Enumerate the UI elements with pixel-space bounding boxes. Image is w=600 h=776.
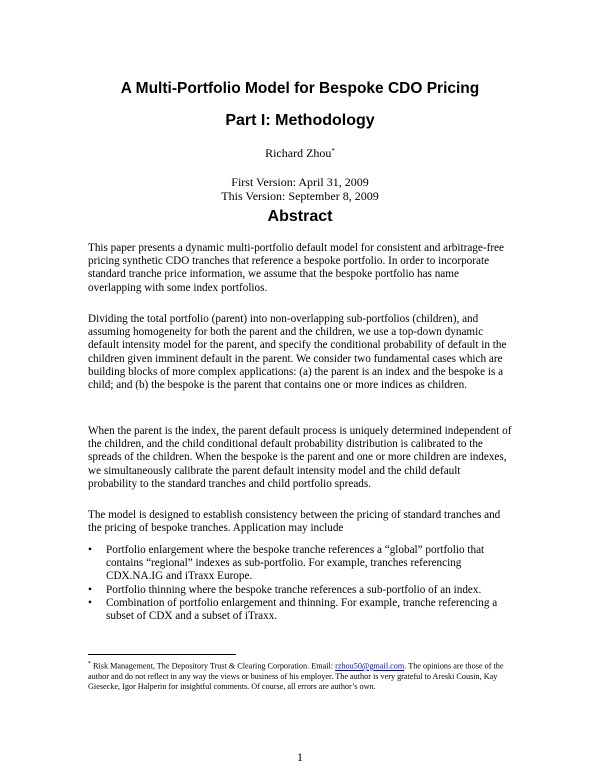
footnote-divider [88, 654, 236, 655]
bullet-icon: • [88, 544, 92, 556]
list-item [88, 544, 512, 584]
this-version: This Version: September 8, 2009 [221, 189, 379, 203]
author-line [0, 146, 600, 160]
footnote-text-end: . The opinions are those of the author and do not reflect in any way the views or business of his employer. The author is very grateful to Areski Cousin, Kay Giesecke, Igor Halperin for insightful comments. Of course, all errors are author’s own. [88, 661, 504, 691]
list-item [88, 597, 512, 623]
abstract-heading: Abstract [267, 208, 333, 225]
paper-title: A Multi-Portfolio Model for Bespoke CDO Pricing [120, 80, 480, 97]
first-version: First Version: April 31, 2009 [231, 175, 369, 189]
abstract-paragraph-4: The model is designed to establish consistency between the pricing of standard tranches and the pricing of bespoke tranches. Application may include [88, 509, 501, 535]
footnote-mark: * [88, 661, 91, 667]
list-item-text: Combination of portfolio enlargement and thinning. For example, tranche referencing a subset of CDX and a subset of iTraxx. [106, 596, 498, 623]
version-dates [0, 175, 600, 203]
author-name: Richard Zhou [265, 146, 332, 160]
page-number: 1 [297, 750, 303, 764]
abstract-paragraph-2: Dividing the total portfolio (parent) into non-overlapping sub-portfolios (children), and assuming homogeneity for both the parent and the children, we use a top-down dynamic default intensity model for the parent, and specify the conditional probability of default in the children given imminent default in the parent. We consider two fundamental cases which are building blocks of more complex applications: (a) the parent is an index and the bespoke is a child; and (b) the bespoke is the parent that contains one or more indices as children. [88, 313, 507, 392]
bullet-icon: • [88, 583, 92, 596]
email-link[interactable]: rzhou50@gmail.com [335, 661, 405, 671]
paper-subtitle: Part I: Methodology [225, 112, 375, 129]
application-list [88, 544, 512, 623]
abstract-paragraph-1: This paper presents a dynamic multi-portfolio default model for consistent and arbitrage-free pricing synthetic CDO tranches that reference a bespoke portfolio. In order to incorporate standard tranche price information, we assume that the bespoke portfolio has name overlapping with some index portfolios. [88, 242, 504, 294]
list-item [88, 584, 512, 597]
list-item-text: Portfolio enlargement where the bespoke tranche references a “global” portfolio that contains “regional” indexes as sub-portfolio. For example, tranches referencing CDX.NA.IG and iTraxx Europe. [106, 544, 485, 583]
abstract-paragraph-3: When the parent is the index, the parent default process is uniquely determined independent of the children, and the child conditional default probability distribution is calibrated to the spreads of the children. When the bespoke is the parent and one or more children are indexes, we simultaneously calibrate the parent default intensity model and the child default probability to the standard tranches and child portfolio spreads. [88, 425, 512, 490]
footnote [88, 659, 512, 692]
bullet-icon: • [88, 596, 92, 609]
author-footnote-mark: * [331, 147, 335, 155]
list-item-text: Portfolio thinning where the bespoke tranche references a sub-portfolio of an index. [106, 583, 482, 596]
footnote-text-start: Risk Management, The Depository Trust & Clearing Corporation. Email: [91, 661, 336, 671]
